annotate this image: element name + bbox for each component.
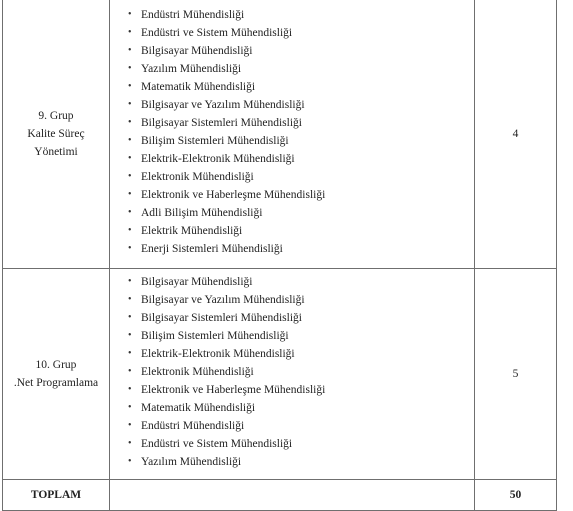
table-row-total — [3, 480, 557, 511]
group-10-number: 10. Grup — [35, 359, 77, 371]
list-item: • Bilgisayar Sistemleri Mühendisliği — [141, 309, 474, 327]
list-item: • Bilgisayar Sistemleri Mühendisliği — [141, 114, 474, 132]
list-item: • Elektrik-Elektronik Mühendisliği — [141, 150, 474, 168]
group-9-count: 4 — [475, 0, 557, 269]
total-empty-cell — [110, 480, 475, 511]
list-item: • Endüstri ve Sistem Mühendisliği — [141, 24, 474, 42]
group-table — [2, 0, 557, 511]
total-label: TOPLAM — [3, 480, 110, 511]
list-item: • Elektronik Mühendisliği — [141, 168, 474, 186]
group-10-count: 5 — [475, 269, 557, 480]
list-item: • Matematik Mühendisliği — [141, 399, 474, 417]
table-row-group-10 — [3, 269, 557, 480]
list-item: • Matematik Mühendisliği — [141, 78, 474, 96]
table-row-group-9 — [3, 0, 557, 269]
list-item: • Endüstri ve Sistem Mühendisliği — [141, 435, 474, 453]
list-item: • Bilişim Sistemleri Mühendisliği — [141, 327, 474, 345]
list-item: • Elektrik-Elektronik Mühendisliği — [141, 345, 474, 363]
list-item: • Endüstri Mühendisliği — [141, 417, 474, 435]
group-9-title-line1: Kalite Süreç — [27, 127, 85, 140]
group-10-name-cell — [3, 269, 110, 480]
list-item: • Elektrik Mühendisliği — [141, 222, 474, 240]
list-item: • Yazılım Mühendisliği — [141, 453, 474, 471]
list-item: • Elektronik Mühendisliği — [141, 363, 474, 381]
list-item: • Bilgisayar Mühendisliği — [141, 273, 474, 291]
list-item: • Yazılım Mühendisliği — [141, 60, 474, 78]
list-item: • Elektronik ve Haberleşme Mühendisliği — [141, 381, 474, 399]
group-10-department-list — [110, 273, 474, 471]
group-9-number: 9. Grup — [38, 109, 74, 122]
total-value: 50 — [475, 480, 557, 511]
list-item: • Endüstri Mühendisliği — [141, 6, 474, 24]
list-item: • Bilgisayar ve Yazılım Mühendisliği — [141, 291, 474, 309]
list-item: • Enerji Sistemleri Mühendisliği — [141, 240, 474, 258]
list-item: • Bilgisayar Mühendisliği — [141, 42, 474, 60]
group-10-departments-cell — [110, 269, 475, 480]
list-item: • Elektronik ve Haberleşme Mühendisliği — [141, 186, 474, 204]
list-item: • Bilişim Sistemleri Mühendisliği — [141, 132, 474, 150]
list-item: • Adli Bilişim Mühendisliği — [141, 204, 474, 222]
group-10-title: .Net Programlama — [13, 377, 99, 389]
group-9-title-line2: Yönetimi — [34, 145, 78, 158]
list-item: • Bilgisayar ve Yazılım Mühendisliği — [141, 96, 474, 114]
group-9-department-list — [110, 6, 474, 258]
group-9-name-cell — [3, 0, 110, 269]
group-9-departments-cell — [110, 0, 475, 269]
